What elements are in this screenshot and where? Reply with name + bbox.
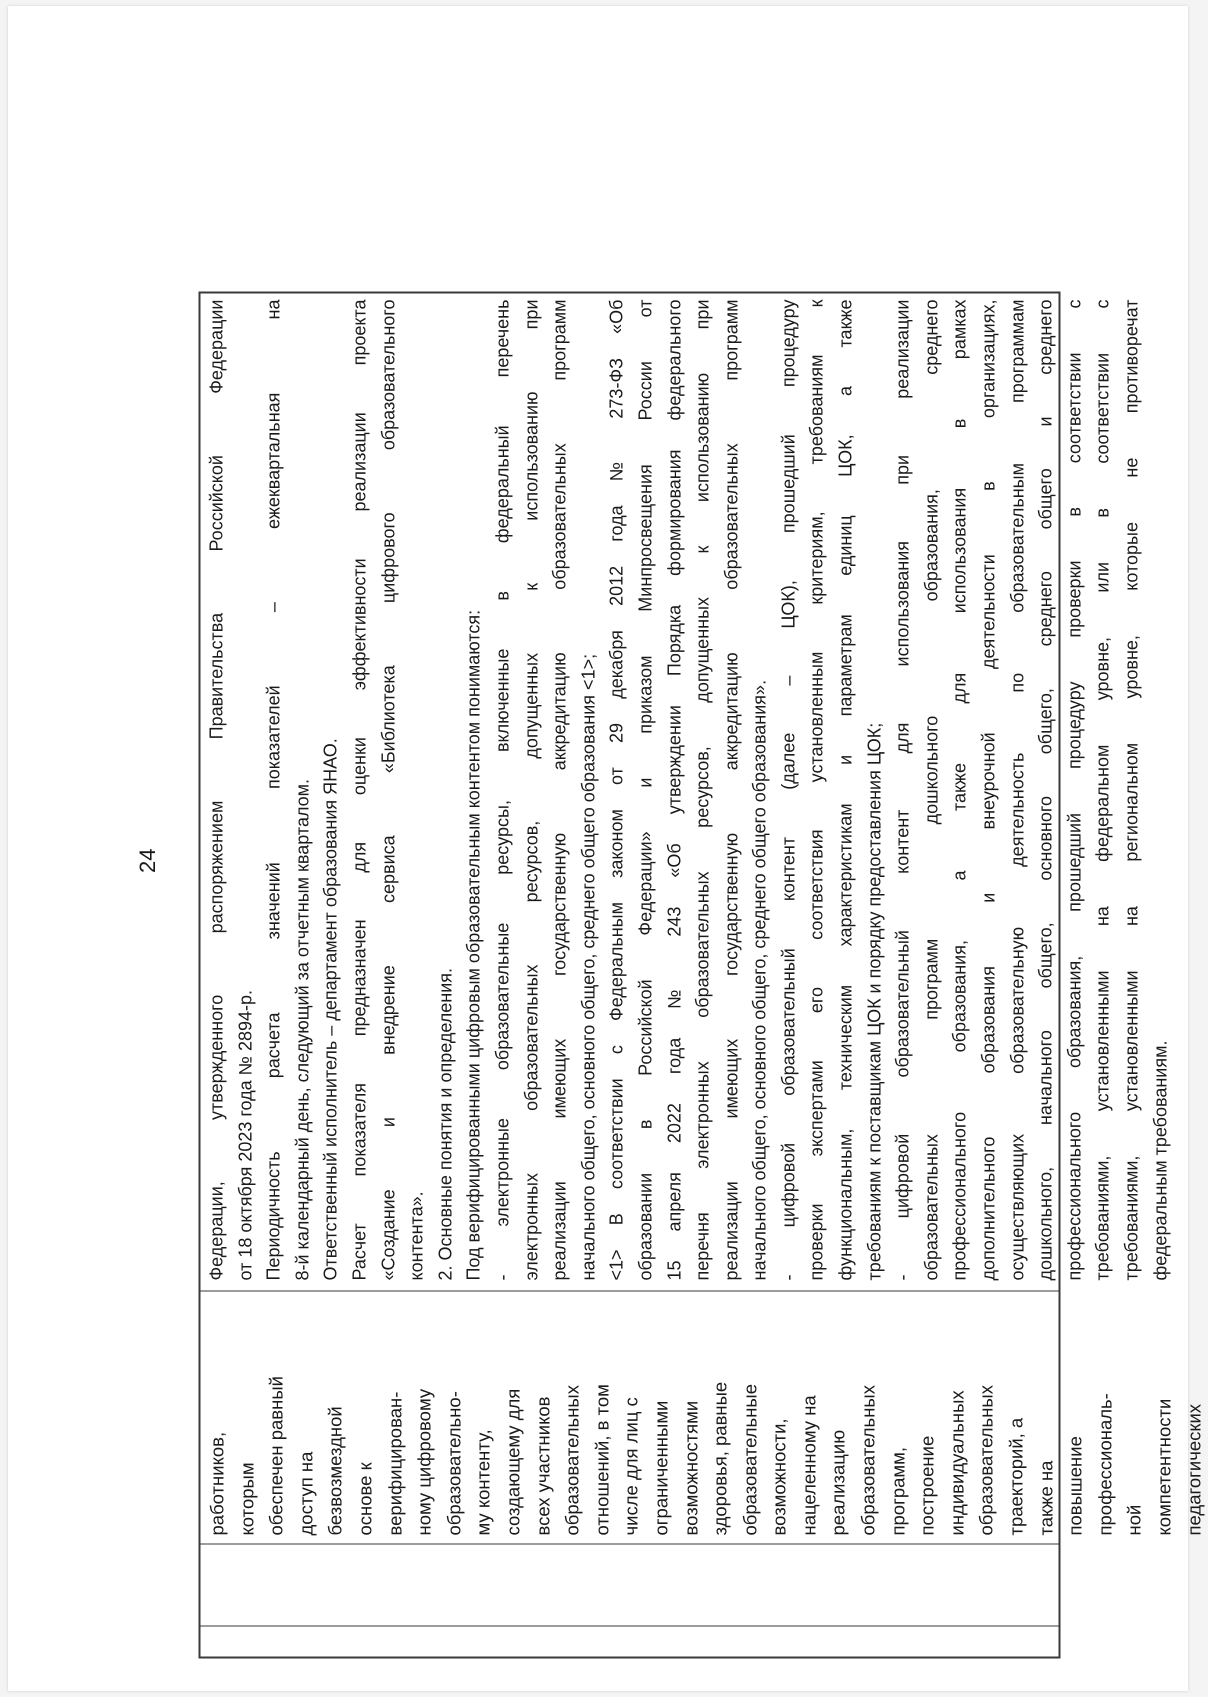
methodology-line: начального общего, основного общего, среднего общего образования <1>;: [577, 653, 598, 1281]
page-number: 24: [135, 848, 160, 873]
description-line: компетентности: [1153, 1398, 1174, 1536]
methodology-line: проверки экспертами его соответствия установленным критериям, требованиям к: [806, 299, 827, 1281]
description-line: построение: [916, 1435, 938, 1536]
methodology-line: федеральным требованиям.: [1149, 1040, 1170, 1281]
document-page: [8, 6, 1204, 1691]
methodology-line: начального общего, основного общего, среднего общего образования».: [749, 679, 770, 1281]
description-line: числе для лиц с: [620, 1397, 642, 1536]
description-line: нацеленному на: [797, 1395, 819, 1536]
description-line: образовательно-: [442, 1391, 464, 1536]
description-line: му контенту,: [472, 1429, 494, 1536]
description-line: создающему для: [501, 1388, 523, 1536]
description-line: реализацию: [827, 1429, 849, 1536]
methodology-line: 8-й календарный день, следующий за отчетным кварталом.: [291, 778, 312, 1281]
description-line: здоровья, равные: [709, 1381, 731, 1536]
methodology-line: - цифровой образовательный контент для использования при реализации: [892, 299, 913, 1281]
methodology-line: функциональным, техническим характеристикам и параметрам единиц ЦОК, а также: [835, 299, 856, 1281]
methodology-line: профессионального образования, прошедший процедуру проверки в соответствии с: [1063, 299, 1084, 1281]
table-cell-methodology: [200, 294, 1170, 1292]
description-line: образовательных: [975, 1385, 997, 1536]
indicator-table: [198, 292, 1204, 1659]
description-line: повышение: [1064, 1436, 1086, 1536]
methodology-line: профессионального образования, а также для использования в рамках: [949, 299, 970, 1281]
table-cell-empty-1: [200, 1627, 1058, 1657]
description-line: образовательные: [738, 1384, 760, 1536]
methodology-line: требованиями, установленными на федеральном уровне, или в соответствии с: [1092, 299, 1113, 1281]
description-line: доступ на: [294, 1451, 316, 1536]
methodology-line: дошкольного, начального общего, основного общего, среднего общего и среднего: [1035, 299, 1056, 1281]
methodology-line: <1> В соответствии с Федеральным законом от 29 декабря 2012 года № 273-ФЗ «Об: [606, 299, 627, 1281]
table-cell-empty-2: [200, 1545, 1058, 1627]
description-line: траекторий, а: [1005, 1417, 1027, 1536]
description-line: профессиональ-: [1093, 1393, 1115, 1536]
description-line: индивидуальных: [945, 1390, 967, 1536]
methodology-line: - электронные образовательные ресурсы, включенные в федеральный перечень: [491, 299, 512, 1281]
description-line: возможности,: [768, 1418, 790, 1536]
description-line: отношений, в том: [590, 1384, 612, 1536]
description-line: ограниченными: [649, 1400, 671, 1536]
description-line: основе к: [353, 1462, 375, 1536]
description-line: безвозмездной: [324, 1406, 346, 1536]
description-line: обеспечен равный: [265, 1376, 287, 1536]
description-line: возможностями: [679, 1400, 701, 1536]
description-line: работников,: [206, 1431, 227, 1536]
description-line: также на: [1034, 1460, 1056, 1536]
methodology-line: перечня электронных образовательных ресурсов, допущенных к использованию при: [692, 299, 713, 1281]
methodology-line: - цифровой образовательный контент (далее – ЦОК), прошедший процедуру: [777, 299, 798, 1281]
methodology-line: от 18 октября 2023 года № 2894-р.: [234, 989, 255, 1281]
description-line: ному цифровому: [413, 1388, 435, 1536]
methodology-line: 15 апреля 2022 года № 243 «Об утверждении Порядка формирования федерального: [663, 299, 684, 1281]
description-line: ной: [1123, 1504, 1145, 1536]
description-line: всех участников: [531, 1396, 553, 1536]
methodology-line: Периодичность расчета значений показателей – ежеквартальная на: [263, 299, 284, 1281]
description-line: верифицирован-: [383, 1391, 405, 1536]
description-line: образовательных: [561, 1385, 583, 1536]
methodology-line: электронных образовательных ресурсов, допущенных к использованию при: [520, 299, 541, 1281]
methodology-line: контента».: [406, 1191, 427, 1281]
methodology-line: образовательных программ дошкольного образования, среднего: [920, 299, 941, 1281]
description-line: которым: [235, 1462, 257, 1536]
methodology-line: реализации имеющих государственную аккредитацию образовательных программ: [549, 299, 570, 1281]
methodology-line: Ответственный исполнитель – департамент образования ЯНАО.: [320, 738, 341, 1281]
description-line: программ,: [886, 1447, 908, 1536]
table-cell-description: [200, 1292, 1204, 1545]
description-line: образовательных: [857, 1385, 879, 1536]
methodology-line: 2. Основные понятия и определения.: [434, 967, 455, 1281]
rotated-table-wrapper: [198, 292, 1204, 1659]
description-line: педагогических: [1182, 1403, 1204, 1536]
methodology-line: Под верифицированными цифровым образовательным контентом понимаются:: [463, 609, 484, 1281]
methodology-line: требованиям к поставщикам ЦОК и порядку предоставления ЦОК;: [863, 722, 884, 1281]
methodology-line: требованиями, установленными на региональном уровне, которые не противоречат: [1121, 299, 1141, 1281]
methodology-line: реализации имеющих государственную аккредитацию образовательных программ: [720, 299, 741, 1281]
methodology-line: «Создание и внедрение сервиса «Библиотека цифрового образовательного: [377, 299, 398, 1281]
methodology-line: Федерации, утвержденного распоряжением Правительства Российской Федерации: [206, 299, 226, 1281]
methodology-line: дополнительного образования и внеурочной деятельности в организациях,: [978, 299, 999, 1281]
methodology-line: образовании в Российской Федерации» и приказом Минпросвещения России от: [634, 299, 655, 1281]
methodology-line: осуществляющих образовательную деятельность по образовательным программам: [1006, 299, 1027, 1281]
methodology-line: Расчет показателя предназначен для оценки эффективности реализации проекта: [348, 299, 369, 1281]
